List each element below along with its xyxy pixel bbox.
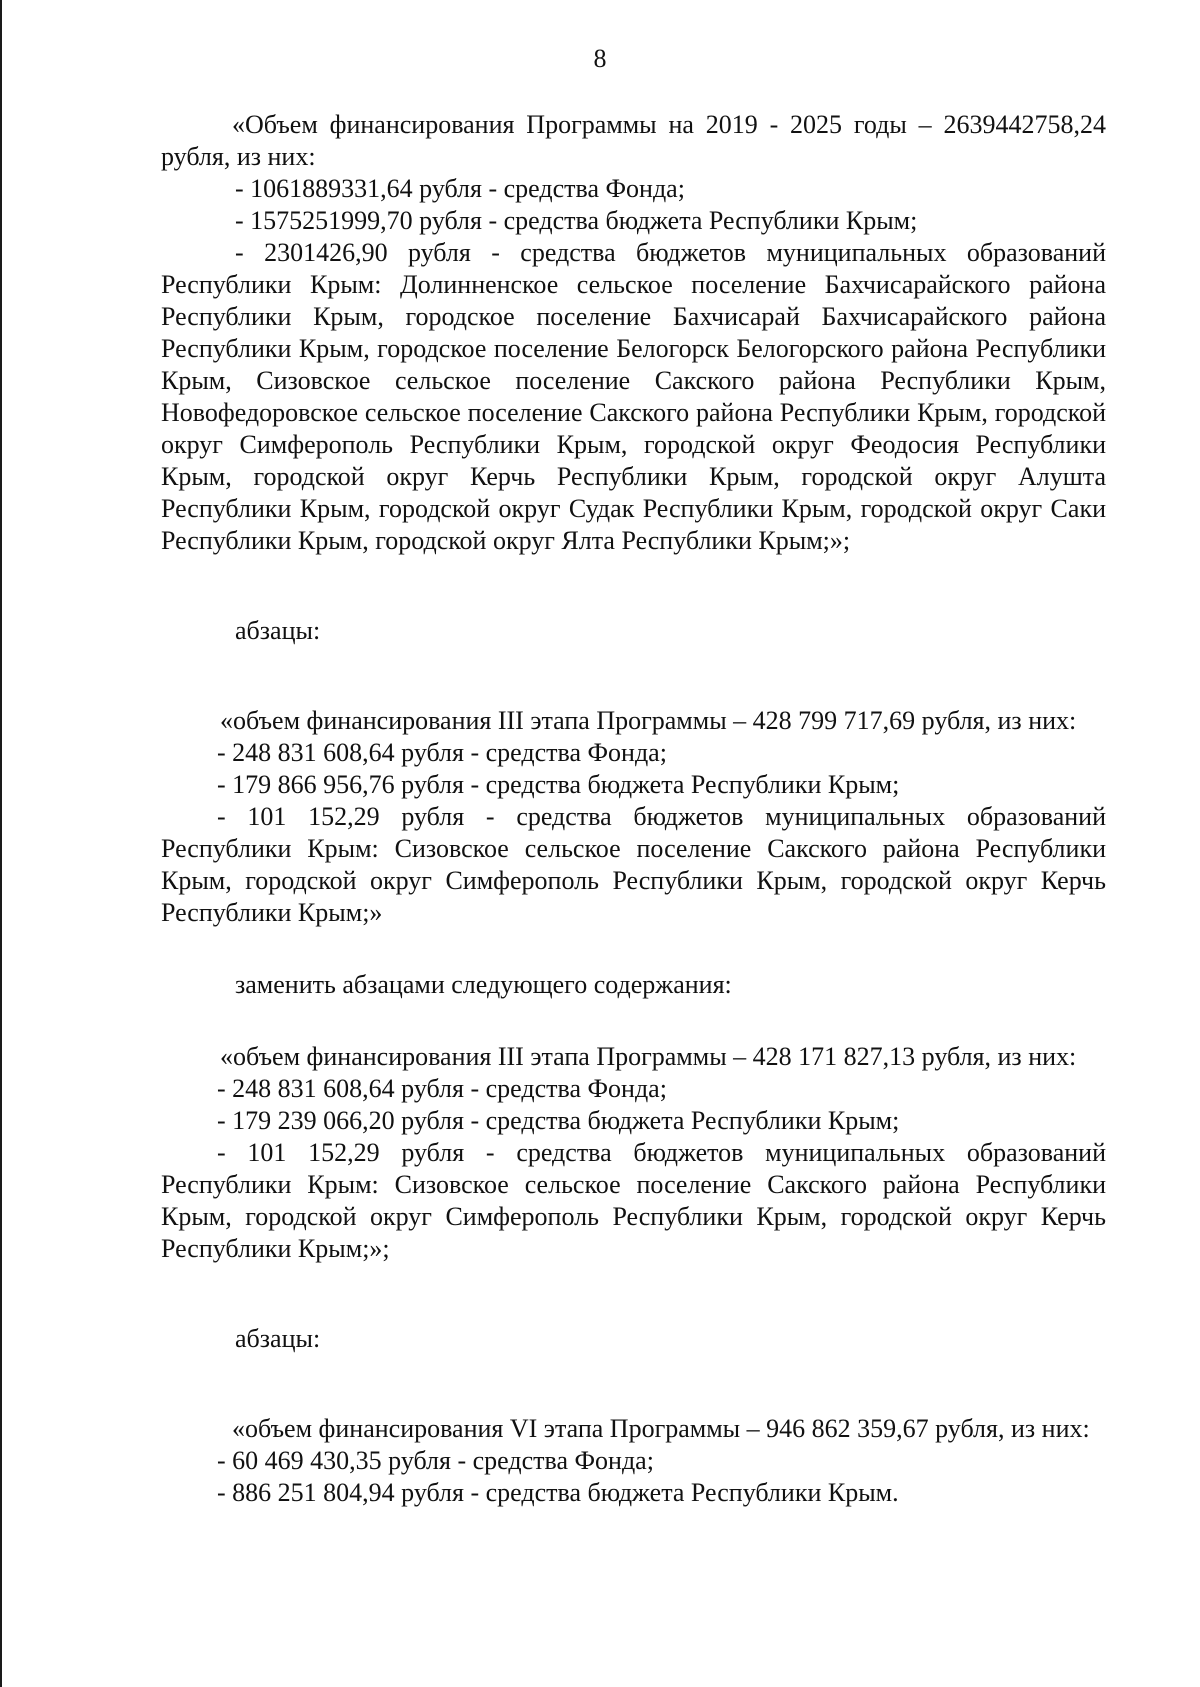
stage3-new-intro: «объем финансирования III этапа Программы – 428 171 827,13 рубля, из них: [220,1042,1077,1071]
stage3-old-intro: «объем финансирования III этапа Программы – 428 799 717,69 рубля, из них: [220,706,1077,735]
stage3-new-municipal-item: - 101 152,29 рубля - средства бюджетов муниципальных образований Республики Крым: Сизовское сельское поселение Сакского района Республики Крым, городской округ Симферополь Республики Крым, городской округ Керчь Республики Крым;»; [161,1138,1106,1263]
funding-budget-item: - 1575251999,70 рубля - средства бюджета Республики Крым; [235,206,918,235]
funding-fund-item: - 1061889331,64 рубля - средства Фонда; [235,174,685,203]
stage3-new-budget-item: - 179 239 066,20 рубля - средства бюджета Республики Крым; [217,1106,900,1135]
funding-total-paragraph: «Объем финансирования Программы на 2019 - 2025 годы – 2639442758,24 рубля, из них: [161,110,1106,171]
section-heading-replace: заменить абзацами следующего содержания: [235,970,732,999]
funding-municipal-item: - 2301426,90 рубля - средства бюджетов муниципальных образований Республики Крым: Долинненское сельское поселение Бахчисарайского района Республики Крым, городское поселение Бахчисарай Бахчисарайского района Республики Крым, городское поселение Белогорск Белогорского района Республики Крым, Сизовское сельское поселение Сакского района Республики Крым, Новофедоровское сельское поселение Сакского района Республики Крым, городской округ Симферополь Республики Крым, городской округ Феодосия Республики Крым, городской округ Керчь Республики Крым, городской округ Алушта Республики Крым, городской округ Судак Республики Крым, городской округ Саки Республики Крым, городской округ Ялта Республики Крым;»; [161,238,1106,555]
stage3-old-fund-item: - 248 831 608,64 рубля - средства Фонда; [217,738,667,767]
document-body [161,109,1106,1509]
section-heading-paragraphs-2: абзацы: [235,1324,321,1353]
scan-edge-line [0,0,2,1687]
stage3-old-municipal-item: - 101 152,29 рубля - средства бюджетов муниципальных образований Республики Крым: Сизовское сельское поселение Сакского района Республики Крым, городской округ Симферополь Республики Крым, городской округ Керчь Республики Крым;» [161,802,1106,927]
stage6-intro: «объем финансирования VI этапа Программы – 946 862 359,67 рубля, из них: [232,1414,1090,1443]
section-heading-paragraphs-1: абзацы: [235,616,321,645]
page-number: 8 [593,44,607,73]
stage6-fund-item: - 60 469 430,35 рубля - средства Фонда; [217,1446,654,1475]
stage6-budget-item: - 886 251 804,94 рубля - средства бюджета Республики Крым. [217,1478,899,1507]
stage3-new-fund-item: - 248 831 608,64 рубля - средства Фонда; [217,1074,667,1103]
stage3-old-budget-item: - 179 866 956,76 рубля - средства бюджета Республики Крым; [217,770,900,799]
